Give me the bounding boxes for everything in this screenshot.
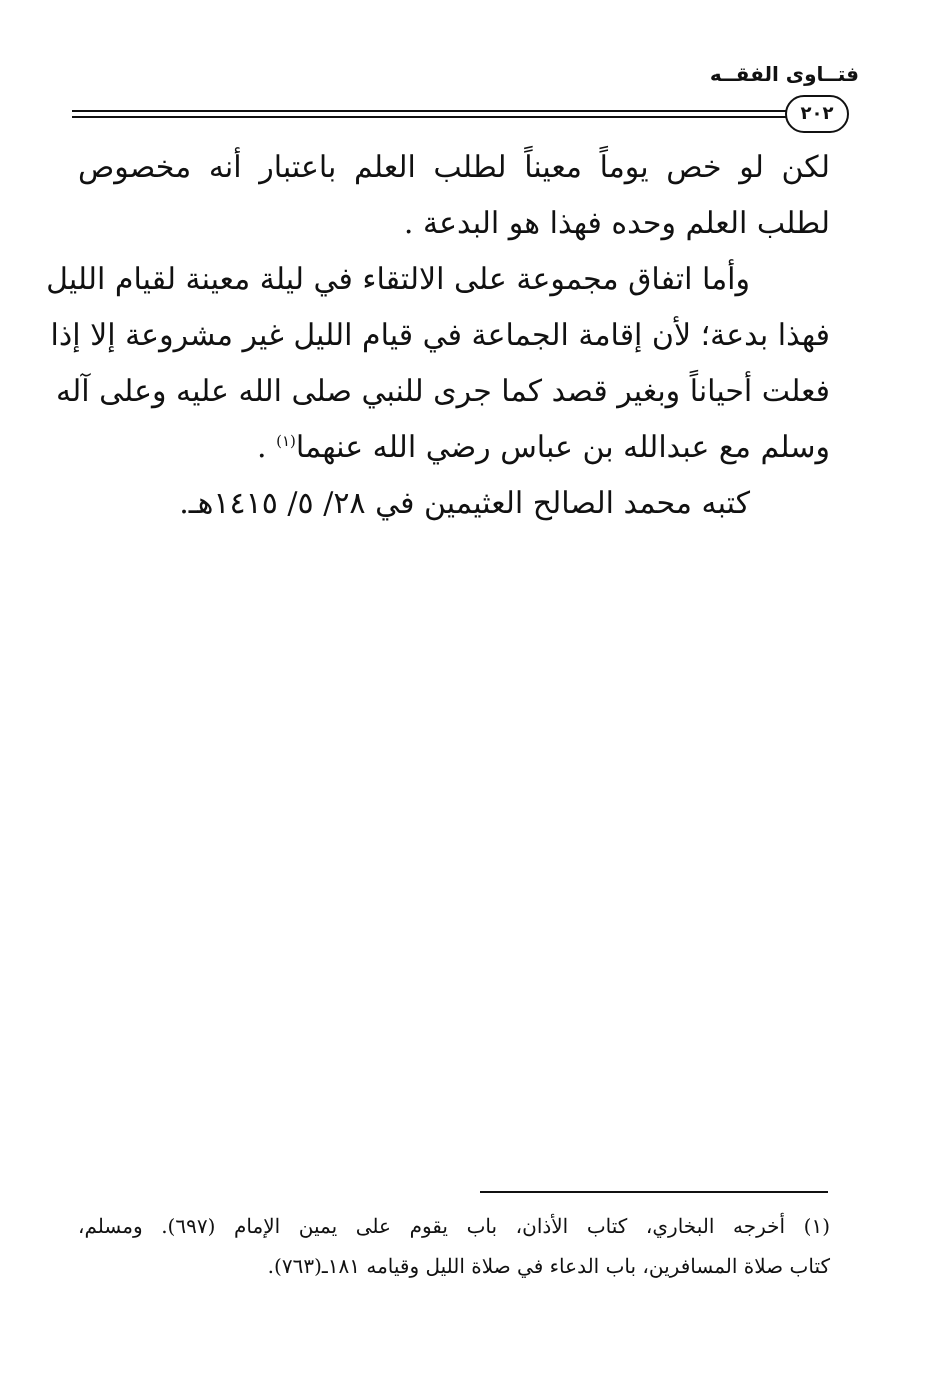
body-line-5: فعلت أحياناً وبغير قصد كما جرى للنبي صلى الله عليه وعلى آله (56, 374, 830, 409)
page-number: ٢٠٢ (785, 95, 849, 133)
signature-line: كتبه محمد الصالح العثيمين في ٢٨/ ٥/ ١٤١٥هـ. (179, 486, 750, 521)
footnote-line-1: (١) أخرجه البخاري، كتاب الأذان، باب يقوم على يمين الإمام (٦٩٧). ومسلم، (78, 1214, 830, 1238)
body-line-2: لطلب العلم وحده فهذا هو البدعة . (403, 206, 830, 241)
body-line-4: فهذا بدعة؛ لأن إقامة الجماعة في قيام الليل غير مشروعة إلا إذا (50, 318, 830, 353)
body-text (46, 140, 830, 532)
body-line-6-text: وسلم مع عبدالله بن عباس رضي الله عنهما (295, 430, 830, 465)
header-rule-top (72, 110, 794, 112)
header-rule-bottom (72, 116, 794, 118)
body-line-3: وأما اتفاق مجموعة على الالتقاء في ليلة معينة لقيام الليل (46, 262, 750, 297)
footnote-line-2: كتاب صلاة المسافرين، باب الدعاء في صلاة الليل وقيامه ١٨١ـ(٧٦٣). (267, 1254, 830, 1278)
footnote-reference[interactable]: (١) (276, 432, 296, 450)
footnote-separator (480, 1191, 828, 1193)
footnotes (78, 1206, 830, 1286)
body-line-6 (78, 420, 830, 476)
body-line-1: لكن لو خص يوماً معيناً لطلب العلم باعتبار أنه مخصوص (78, 150, 830, 185)
running-title: فتــاوى الفقــه (709, 62, 859, 86)
body-line-6-tail: . (257, 430, 277, 465)
